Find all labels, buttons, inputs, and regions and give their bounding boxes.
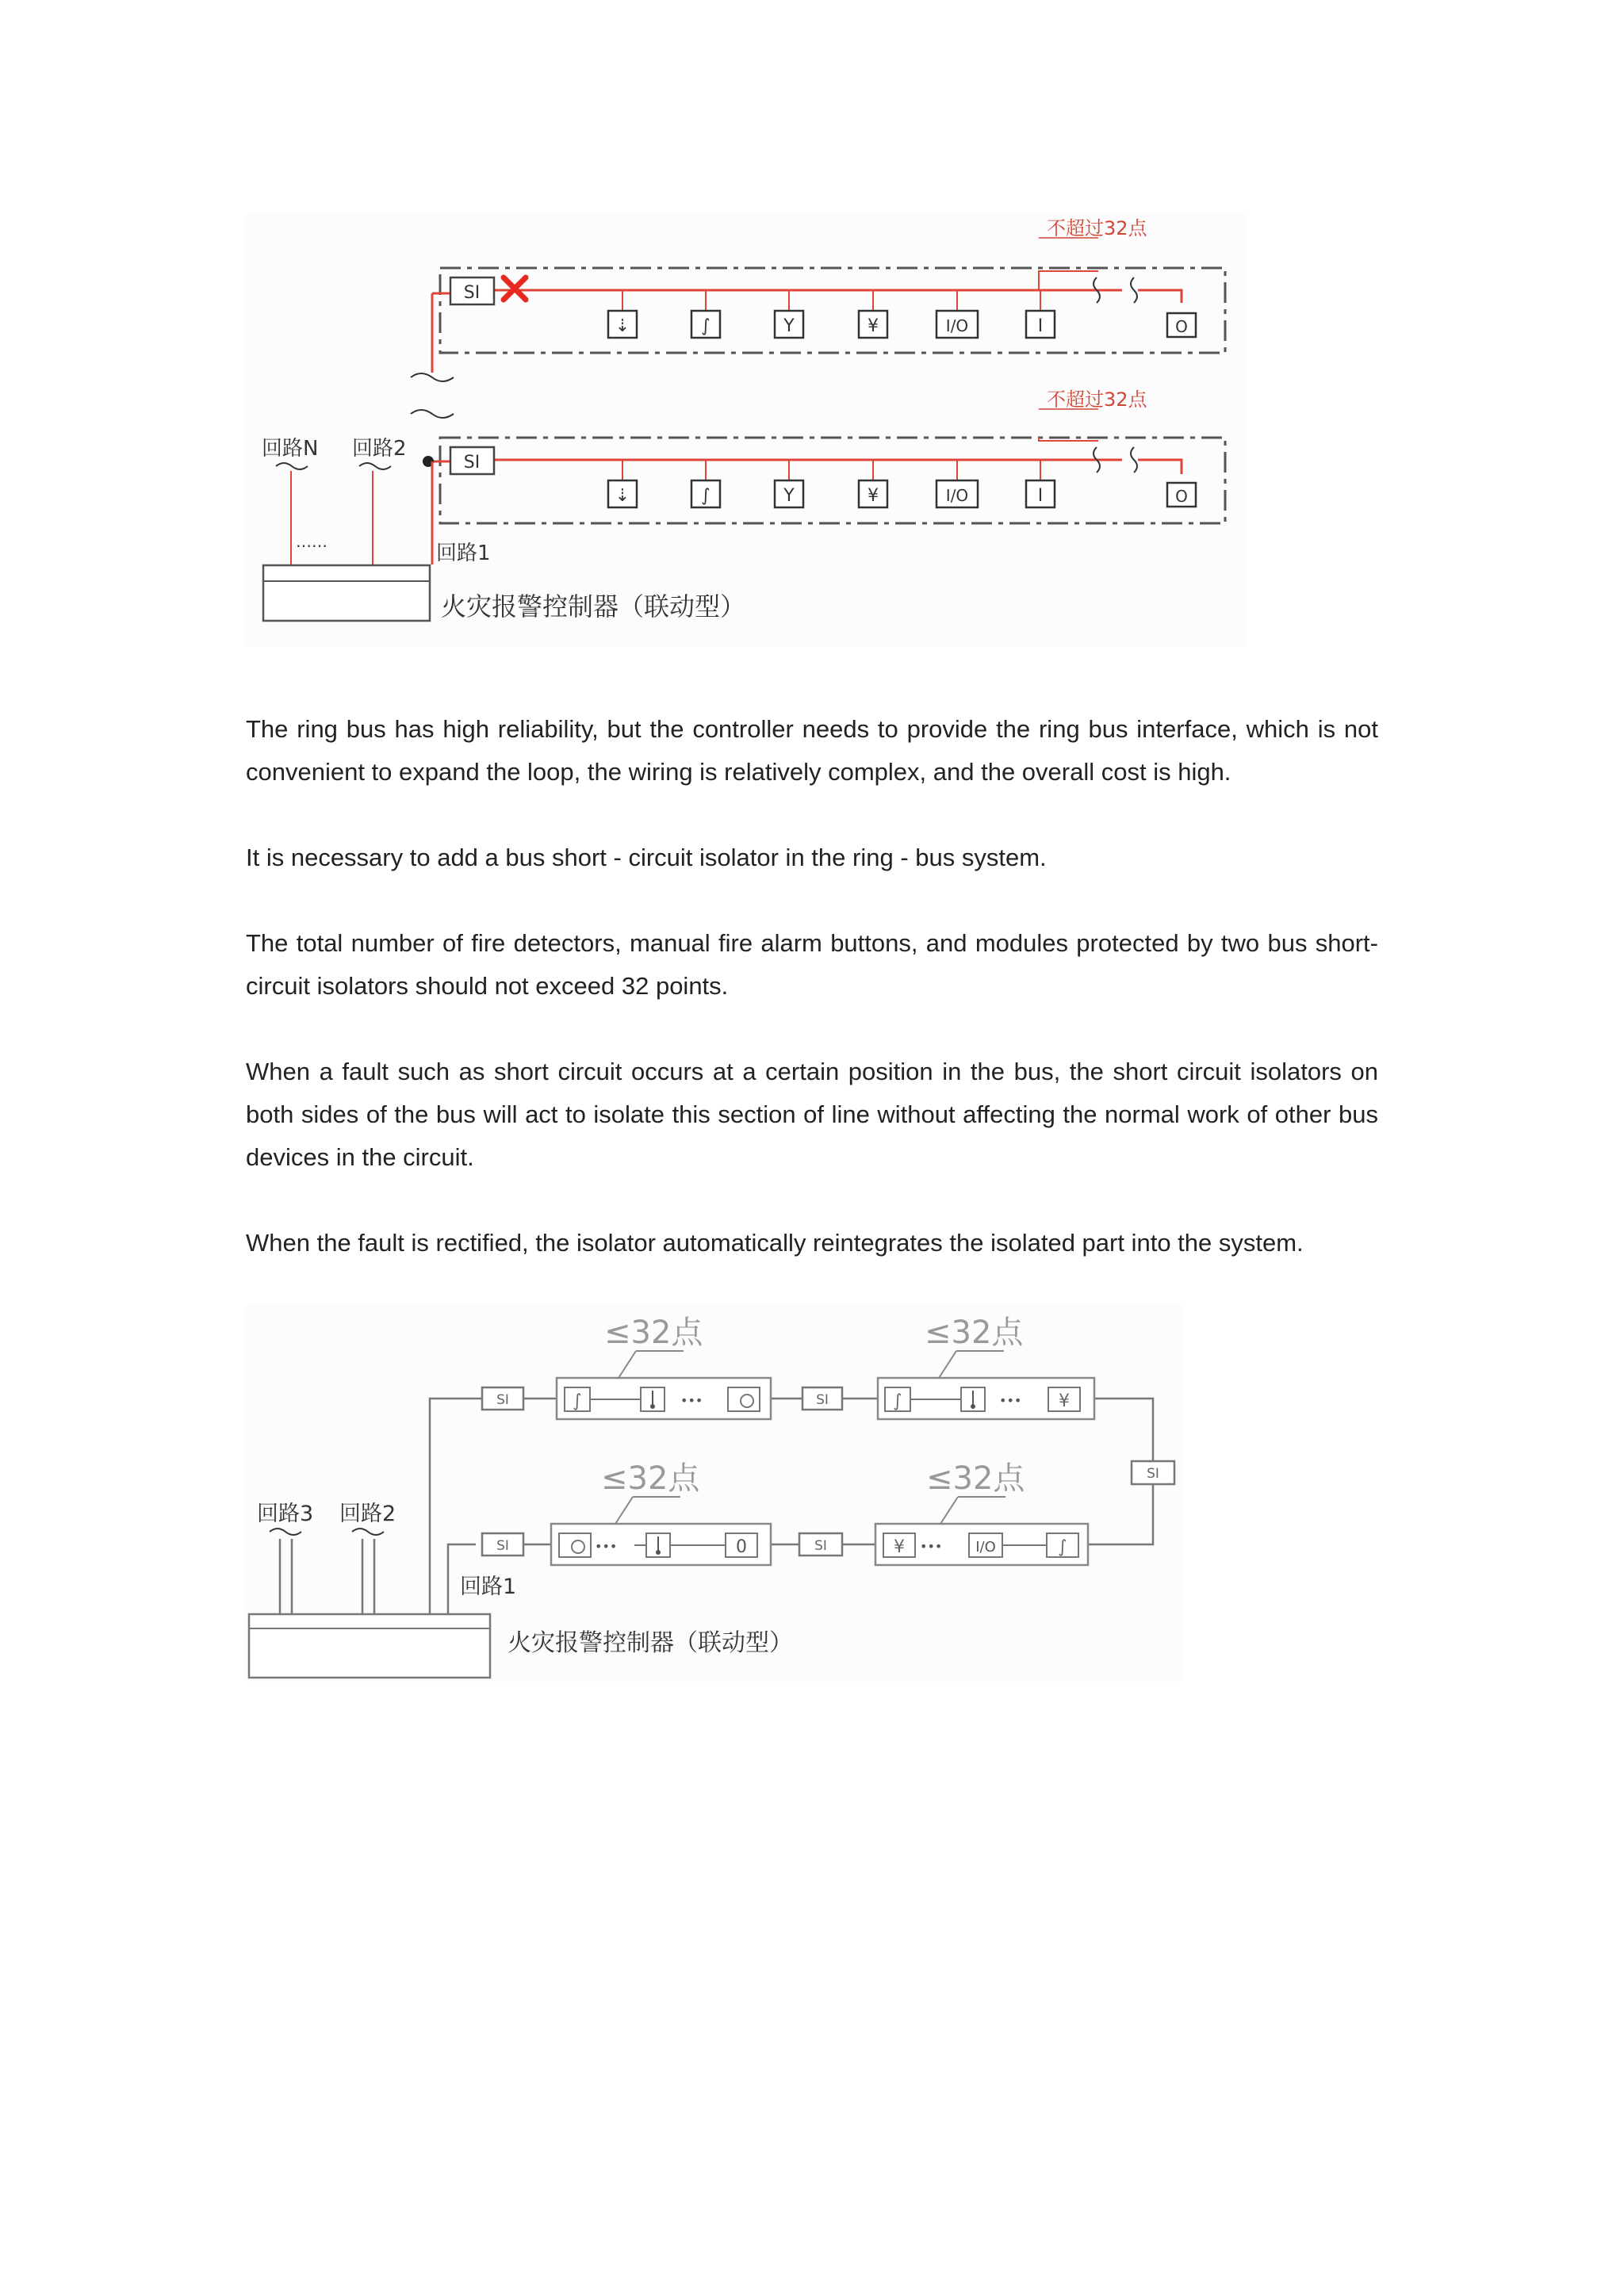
paragraph-ring-bus-reliability: The ring bus has high reliability, but the controller needs to provide the ring bus interface, which is not convenient to expand the loop, the wiring is relatively complex, and the overall cost is high. bbox=[246, 715, 1378, 786]
svg-text:Y: Y bbox=[783, 316, 795, 336]
svg-text:¥: ¥ bbox=[868, 316, 879, 336]
ring-bus-fault-diagram bbox=[246, 214, 1247, 646]
limit-label: 不超过32点 bbox=[1047, 217, 1147, 239]
controller-label: 火灾报警控制器（联动型） bbox=[441, 591, 746, 622]
controller-box bbox=[249, 1614, 490, 1678]
svg-text:¥: ¥ bbox=[894, 1537, 905, 1557]
svg-text:I/O: I/O bbox=[945, 316, 969, 335]
limit-label: ≤32点 bbox=[925, 1314, 1024, 1351]
device-segment bbox=[551, 1460, 771, 1565]
si-label: SI bbox=[463, 283, 481, 303]
svg-text:∫: ∫ bbox=[573, 1391, 582, 1411]
bus-wiring bbox=[280, 1399, 1153, 1614]
paragraph-32-points: The total number of fire detectors, manual fire alarm buttons, and modules protected by two bus short-circuit isolators should not exceed 32 points. bbox=[246, 929, 1378, 1000]
loop-2-label: 回路2 bbox=[352, 437, 407, 461]
svg-text:O: O bbox=[1175, 487, 1188, 506]
loop-3-label: 回路3 bbox=[257, 1502, 314, 1526]
svg-text:¥: ¥ bbox=[1059, 1391, 1070, 1411]
limit-label: 不超过32点 bbox=[1047, 388, 1147, 411]
svg-text:∫: ∫ bbox=[701, 486, 710, 506]
si-isolator bbox=[1132, 1461, 1174, 1484]
loop-1-label: 回路1 bbox=[436, 541, 491, 565]
loop-2-label: 回路2 bbox=[339, 1502, 396, 1526]
limit-label: ≤32点 bbox=[604, 1314, 703, 1351]
break-icon bbox=[411, 373, 454, 418]
svg-text:¥: ¥ bbox=[868, 486, 879, 506]
svg-text:SI: SI bbox=[496, 1538, 509, 1554]
loop-1-label: 回路1 bbox=[460, 1575, 517, 1599]
svg-text:I: I bbox=[1037, 316, 1044, 336]
device-segment bbox=[878, 1314, 1094, 1419]
si-isolator bbox=[799, 1533, 842, 1556]
svg-text:Y: Y bbox=[783, 486, 795, 506]
svg-text:SI: SI bbox=[814, 1538, 827, 1554]
svg-text:SI: SI bbox=[496, 1392, 509, 1408]
device-row bbox=[608, 311, 1196, 338]
ellipsis-label: …… bbox=[296, 532, 327, 551]
svg-text:•••: ••• bbox=[595, 1539, 618, 1554]
fault-x-icon bbox=[504, 277, 526, 300]
svg-text:I/O: I/O bbox=[945, 486, 969, 505]
device-segment bbox=[875, 1460, 1088, 1565]
paragraph-fault-rectified: When the fault is rectified, the isolator automatically reintegrates the isolated part into the system. bbox=[246, 1229, 1304, 1257]
svg-text:SI: SI bbox=[816, 1392, 829, 1408]
limit-label: ≤32点 bbox=[926, 1460, 1025, 1497]
svg-text:∫: ∫ bbox=[893, 1391, 902, 1411]
bottom-ring bbox=[432, 388, 1225, 523]
svg-text:•••: ••• bbox=[999, 1393, 1022, 1408]
svg-text:0: 0 bbox=[736, 1537, 747, 1557]
limit-label: ≤32点 bbox=[601, 1460, 700, 1497]
top-ring bbox=[432, 217, 1225, 373]
svg-text:∫: ∫ bbox=[1058, 1537, 1067, 1557]
svg-text:•••: ••• bbox=[680, 1393, 703, 1408]
svg-text:SI: SI bbox=[1147, 1466, 1159, 1482]
controller-box bbox=[263, 565, 430, 621]
svg-text:⇣: ⇣ bbox=[615, 316, 630, 336]
si-isolator bbox=[482, 1387, 523, 1410]
paragraph-fault-isolation: When a fault such as short circuit occurs at a certain position in the bus, the short circuit isolators on both sides of the bus will act to isolate this section of line without affecting the normal work of other bus devices in the circuit. bbox=[246, 1058, 1378, 1171]
svg-text:I/O: I/O bbox=[975, 1539, 996, 1556]
svg-text:⇣: ⇣ bbox=[615, 486, 630, 506]
device-segment bbox=[557, 1314, 771, 1419]
loop-n-label: 回路N bbox=[262, 437, 319, 461]
ring-bus-isolator-diagram bbox=[246, 1305, 1183, 1682]
si-isolator bbox=[482, 1533, 523, 1556]
svg-text:•••: ••• bbox=[920, 1539, 943, 1554]
si-isolator bbox=[802, 1387, 842, 1410]
break-icon bbox=[270, 1529, 384, 1535]
si-label: SI bbox=[463, 453, 481, 473]
break-icon bbox=[276, 463, 391, 469]
paragraph-add-isolator: It is necessary to add a bus short - circuit isolator in the ring - bus system. bbox=[246, 844, 1047, 871]
controller-label: 火灾报警控制器（联动型） bbox=[508, 1629, 793, 1657]
svg-text:∫: ∫ bbox=[701, 316, 710, 336]
svg-text:I: I bbox=[1037, 486, 1044, 506]
device-row bbox=[608, 480, 1196, 507]
svg-text:O: O bbox=[1175, 317, 1188, 336]
